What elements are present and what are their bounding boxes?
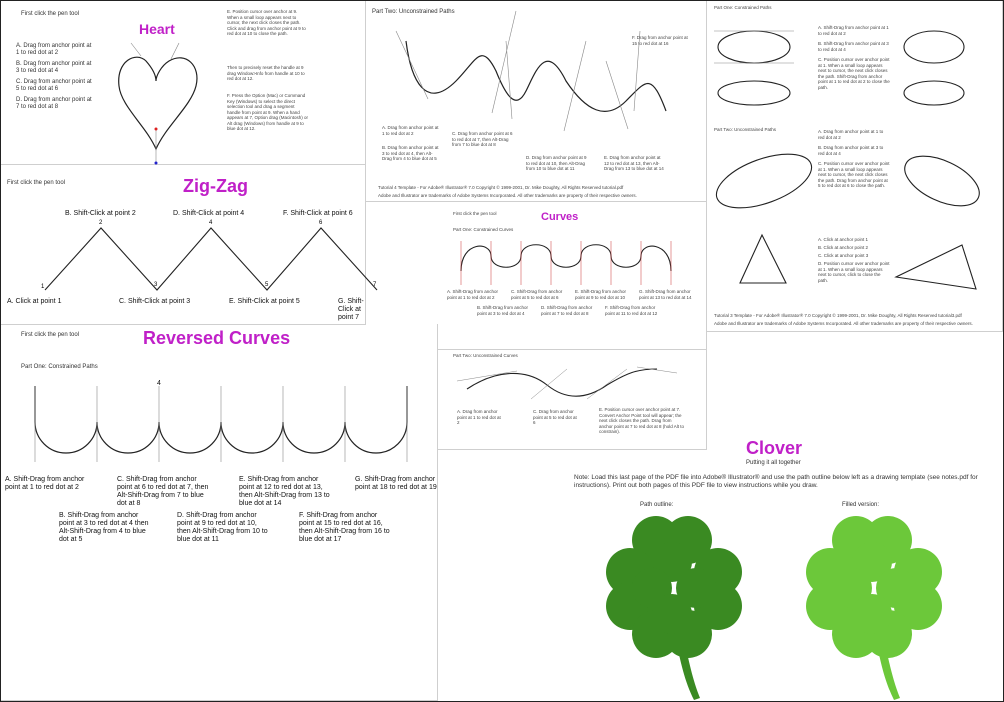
heart-handle-2 [171,43,179,59]
curves-step-bottom-2: F. Shift-Drag from anchor point at 11 to red dot at 12 [605,305,658,316]
heart-step-e: E. Position cursor over anchor at 9. When a small loop appears next to cursor, the next click closes the path. Click and drag from anchor point at 9 to red dot at 10 to close the path. [227,9,306,36]
curves-step-top-3: G. Shift-Drag from anchor point at 13 to red dot at 14 [639,289,692,300]
heart-step-d: D. Drag from anchor point at 7 to red dot at 8 [16,97,92,110]
reversed-step-b: B. Shift-Drag from anchor point at 3 to red dot at 4 then Alt-Shift-Drag from 4 to blue dot at 5 [59,512,149,543]
zigzag-drawing [1,164,377,324]
reversed-step-f: F. Shift-Drag from anchor point at 15 to red dot at 16, then Alt-Shift-Drag from 16 to blue dot at 17 [299,512,390,543]
oval-5 [709,143,818,219]
reversed-subtitle: Part One: Constrained Paths [21,364,98,370]
ovals-steps-c-2: C. Click at anchor point 3 [818,253,869,258]
unconstrained-step-e: E. Drag from anchor point at 12 to red dot at 13, then Alt-Drag from 13 to blue dot at 14 [604,155,664,171]
heart-step-a: A. Drag from anchor point at 1 to red dot at 2 [16,43,92,56]
ovals-steps-a-2: C. Position cursor over anchor point at 1. When a small loop appears next to cursor, the next click closes the path. Shift-Drag from anchor point at 1 to red dot at 2 to close the path. [818,57,890,90]
heart-step-e2: Then to precisely reset the handle at 9 drag Window>Info from handle at 10 to red dot at 12. [227,65,305,81]
ovals-steps-c-3: D. Position cursor over anchor point at 1. When a small loop appears next to cursor, click to close the path. [818,261,890,283]
reversed-drawing [1,324,437,484]
heart-path [119,57,197,149]
ovals-steps-b-2: C. Position cursor over anchor point at 1. When a small loop appears next to cursor, the next click closes the path. Drag from anchor point at 5 to red dot at 6 to close the path. [818,161,890,188]
heart-step-f: F. Press the Option (Mac) or Command Key (Windows) to select the direct selection tool and drag a segment handle from point at 9. When a hand appears at 7, Option drag (Macintosh) or Alt drag (Windows) from handle at 9 to blue dot at 12. [227,93,309,131]
oval-3 [904,31,964,63]
curves-step-top-0: A. Shift-Drag from anchor point at 1 to red dot at 2 [447,289,499,300]
ucurves-step-0: A. Drag from anchor point at 1 to red dot at 2 [457,409,501,425]
unconstrained-step-c: C. Drag from anchor point at 6 to red dot at 7, then Alt-Drag from 7 to blue dot at 8 [452,131,513,147]
clover-subtitle: Putting it all together [746,460,801,466]
clover-outline [600,510,760,700]
zigzag-num-5: 5 [265,282,269,288]
heart-intro: First click the pen tool [21,11,80,17]
ovals-footer-2: Adobe and Illustrator are trademarks of Adobe Systems Incorporated. All other trademarks are property of their respective owners. [714,321,973,326]
zigzag-num-6: 6 [319,220,323,226]
ovals-footer-1: Tutorial 3 Template - For Adobe® Illustrator® 7.0 Copyright © 1999-2001, Dr. Mike Doughty, All Rights Reserved tutorial3.pdf [714,313,962,318]
heart-title: Heart [139,21,175,37]
clover-panel [560,430,1002,700]
curves-step-top-2: E. Shift-Drag from anchor point at 9 to red dot at 10 [575,289,627,300]
reversed-intro: First click the pen tool [21,332,80,338]
heart-panel [1,1,366,165]
zigzag-label-d: D. Shift-Click at point 4 [173,210,245,217]
zigzag-title: Zig-Zag [183,176,248,196]
reversed-panel [1,324,438,701]
unconstrained-panel [366,1,707,202]
ovals-panel [706,1,1003,332]
ovals-steps-b-1: B. Drag from anchor point at 3 to red dot at 4 [818,145,884,156]
clover-title: Clover [746,438,803,458]
unconstrained-step-d: D. Drag from anchor point at 9 to red dot at 10, then Alt-Drag from 10 to blue dot at 11 [526,155,587,171]
zigzag-num-3: 3 [154,282,158,288]
curves-step-bottom-0: B. Shift-Drag from anchor point at 3 to red dot at 4 [477,305,529,316]
ovals-subtitle2: Part Two: Unconstrained Paths [714,127,776,132]
ucurves-step-2: E. Position cursor over anchor point at 7. Convert Anchor Point tool will appear; the next click closes the path. Drag from anchor point at 7 to red dot at 8 (hold Alt to constrain). [599,407,685,434]
unconstrained-footer-2: Adobe and Illustrator are trademarks of Adobe Systems Incorporated. All other trademarks are property of their respective owners. [378,193,637,198]
clover-filled-label: Filled version: [842,502,880,508]
oval-4 [904,81,964,105]
unconstrained-step-f: F. Drag from anchor point at 15 to red dot at 16 [632,35,688,46]
zigzag-num-2: 2 [99,220,103,226]
clover-note: Note: Load this last page of the PDF file into Adobe® Illustrator® and use the path outline below left as a drawing template (see notes.pdf for instructions). Print out both pages of this PDF file to view instructions while you draw. [574,474,978,489]
unconstrained-step-b: B. Drag from anchor point at 3 to red dot at 4, then Alt-Drag from 4 to blue dot at 5 [382,145,439,161]
ovals-steps-a-1: B. Shift-Drag from anchor point at 3 to red dot at 4 [818,41,889,52]
curves-step-top-1: C. Shift-Drag from anchor point at 5 to red dot at 6 [511,289,563,300]
ovals-steps-a-0: A. Shift-Drag from anchor point at 1 to red dot at 2 [818,25,889,36]
ucurves-drawing [437,349,706,409]
curves-intro: First click the pen tool [453,211,497,216]
zigzag-num-4: 4 [209,220,213,226]
reversed-title: Reversed Curves [143,328,291,348]
unconstrained-footer-1: Tutorial 4 Template - For Adobe® Illustrator® 7.0 Copyright © 1999-2001, Dr. Mike Doughty, All Rights Reserved tutorial.pdf [378,185,624,190]
reversed-step-g: G. Shift-Drag from anchor point at 18 to red dot at 19 [355,476,437,491]
unconstrained-path [406,41,666,111]
zigzag-label-c: C. Shift-Click at point 3 [119,298,191,305]
zigzag-panel [1,164,377,325]
unconstrained-title: Part Two: Unconstrained Paths [372,9,455,15]
oval-6 [897,146,986,216]
zigzag-intro: First click the pen tool [7,180,66,186]
heart-dot-red [155,128,158,131]
heart-handle-1 [131,43,141,56]
heart-drawing [101,31,231,166]
zigzag-path [45,228,377,290]
reversed-step-a: A. Shift-Drag from anchor point at 1 to red dot at 2 [5,476,85,491]
heart-step-c: C. Drag from anchor point at 5 to red dot at 6 [16,79,92,92]
unconstrained-step-a: A. Drag from anchor point at 1 to red dot at 2 [382,125,439,136]
reversed-top-4: 4 [157,380,161,387]
triangle-2 [896,245,976,289]
zigzag-label-g: G. Shift-Click at point 7 [338,298,364,321]
curves-panel [437,201,707,350]
clover-filled [800,510,960,700]
zigzag-label-e: E. Shift-Click at point 5 [229,298,300,305]
zigzag-label-a: A. Click at point 1 [7,298,62,305]
curves-wave [461,245,671,271]
ovals-steps-c-1: B. Click at anchor point 2 [818,245,869,250]
ucurves-step-1: C. Drag from anchor point at 5 to red dot at 6 [533,409,577,425]
curves-step-bottom-1: D. Shift-Drag from anchor point at 7 to red dot at 8 [541,305,593,316]
zigzag-num-1: 1 [41,284,45,290]
curves-subtitle: Part One: Constrained Curves [453,227,514,232]
curves-title: Curves [541,211,579,223]
ovals-title: Part One: Constrained Paths [714,5,772,10]
triangle-1 [740,235,786,283]
zigzag-label-b: B. Shift-Click at point 2 [65,210,136,217]
heart-step-b: B. Drag from anchor point at 3 to red dot at 4 [16,61,92,74]
oval-1 [718,31,790,63]
reversed-step-e: E. Shift-Drag from anchor point at 12 to red dot at 13, then Alt-Shift-Drag from 13 to blue dot at 14 [239,476,330,507]
zigzag-num-7: 7 [373,282,377,288]
clover-outline-label: Path outline: [640,502,674,508]
zigzag-label-f: F. Shift-Click at point 6 [283,210,353,217]
ovals-steps-c-0: A. Click at anchor point 1 [818,237,869,242]
reversed-step-c: C. Shift-Drag from anchor point at 6 to red dot at 7, then Alt-Shift-Drag from 7 to blue dot at 8 [117,476,209,507]
ovals-steps-b-0: A. Drag from anchor point at 1 to red dot at 2 [818,129,884,140]
reversed-step-d: D. Shift-Drag from anchor point at 9 to red dot at 10, then Alt-Shift-Drag from 10 to blue dot at 11 [177,512,268,543]
oval-2 [718,81,790,105]
ucurves-subtitle: Part Two: Unconstrained Curves [453,353,518,358]
